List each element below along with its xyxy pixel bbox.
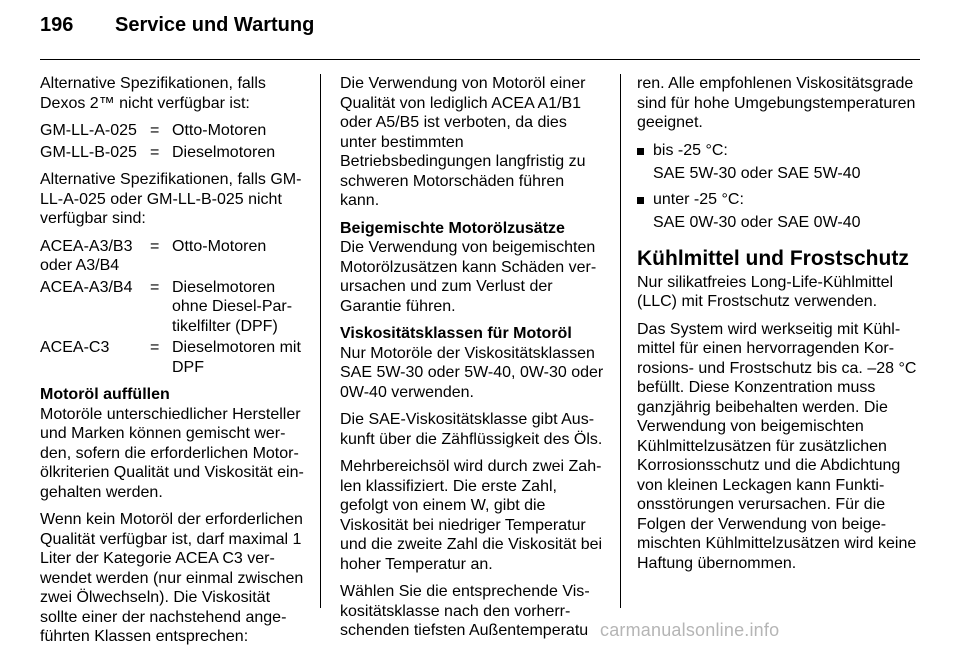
section-heading: Kühlmittel und Frostschutz xyxy=(637,246,909,270)
column-1 xyxy=(40,74,310,655)
column-3 xyxy=(637,74,922,581)
spec-key: ACEA-A3/B3 oder A3/B4 xyxy=(40,237,133,274)
paragraph: Das System wird werkseitig mit Kühlmittel für einen hervorragenden Korrosions- und Frostschutz bis ca. –28 °C befüllt. Diese Konzentration muss ganzjährig beibehalten werden. Die Verwendung von beigemischten Kühlmittelzusätzen für zusätzlichen Korrosionsschutz und die Abdichtung von kleinen Leckagen kann Funktionsstörungen verursachen. Für die Folgen der Verwendung von beigemischten Kühlmittelzusätzen wird keine Haftung übernommen. xyxy=(637,320,917,572)
spec-row xyxy=(40,338,310,377)
spec-value: Dieselmotoren mit DPF xyxy=(172,339,301,376)
paragraph: Die SAE-Viskositätsklasse gibt Auskunft über die Zähflüssigkeit des Öls. xyxy=(340,411,603,448)
paragraph: Alternative Spezifikationen, falls GM-LL-A-025 oder GM-LL-B-025 nicht verfügbar sind: xyxy=(40,171,302,227)
section-subheading: Viskositätsklassen für Motoröl xyxy=(340,325,572,342)
bullet-item xyxy=(637,141,922,161)
spec-eq: = xyxy=(150,122,160,139)
page-header xyxy=(40,14,920,54)
spec-table-1 xyxy=(40,121,310,162)
bullet-label: bis -25 °C: xyxy=(653,141,728,159)
bullet-label: unter -25 °C: xyxy=(653,190,744,208)
bullet-square-icon xyxy=(637,148,644,155)
spec-key: GM-LL-B-025 xyxy=(40,143,137,161)
spec-key: GM-LL-A-025 xyxy=(40,122,137,139)
spec-eq: = xyxy=(150,143,160,161)
spec-row xyxy=(40,278,310,337)
section-subheading: Beigemischte Motorölzusätze xyxy=(340,219,565,237)
bullet-value: SAE 0W-30 oder SAE 0W-40 xyxy=(653,214,861,231)
spec-key: ACEA-A3/B4 xyxy=(40,278,133,296)
spec-eq: = xyxy=(150,237,160,255)
paragraph: Die Verwendung von beigemischten Motorölzusätzen kann Schäden verursachen und zum Verlust der Garantie führen. xyxy=(340,239,597,315)
spec-value: Otto-Motoren xyxy=(172,237,267,255)
paragraph: Motoröle unterschiedlicher Hersteller und Marken können gemischt werden, sofern die erforderlichen Motorölkriterien Qualität und Viskosität eingehalten werden. xyxy=(40,405,304,501)
paragraph: Nur Motoröle der Viskositätsklassen SAE 5W-30 oder 5W-40, 0W-30 oder 0W-40 verwenden. xyxy=(340,344,604,401)
chapter-title: Service und Wartung xyxy=(115,14,315,36)
header-rule xyxy=(40,59,920,60)
page-number: 196 xyxy=(40,14,74,36)
spec-eq: = xyxy=(150,339,160,356)
spec-row xyxy=(40,143,310,163)
paragraph: ren. Alle empfohlenen Viskositätsgrade sind für hohe Umgebungstemperaturen geeignet. xyxy=(637,75,916,131)
column-divider xyxy=(320,74,321,608)
watermark-text: carmanualsonline.info xyxy=(600,620,780,640)
spec-key: ACEA-C3 xyxy=(40,339,110,356)
spec-eq: = xyxy=(150,278,160,296)
column-divider xyxy=(620,74,621,608)
paragraph: Alternative Spezifikationen, falls Dexos 2™ nicht verfügbar ist: xyxy=(40,75,266,112)
bullet-item xyxy=(637,190,922,210)
column-2 xyxy=(340,74,605,649)
paragraph: Mehrbereichsöl wird durch zwei Zahlen klassifiziert. Die erste Zahl, gefolgt von einem W, gibt die Viskosität bei niedriger Temperatur und die zweite Zahl die Viskosität bei hoher Temperatur an. xyxy=(340,458,603,573)
section-subheading: Motoröl auffüllen xyxy=(40,386,170,403)
spec-value: Otto-Motoren xyxy=(172,122,267,139)
spec-row xyxy=(40,237,310,276)
spec-row xyxy=(40,121,310,141)
bullet-value: SAE 5W-30 oder SAE 5W-40 xyxy=(653,165,861,182)
bullet-square-icon xyxy=(637,197,644,204)
spec-value: Dieselmotoren ohne Diesel-Partikelfilter (DPF) xyxy=(172,278,293,335)
paragraph: Nur silikatfreies Long-Life-Kühlmittel (LLC) mit Frostschutz verwenden. xyxy=(637,273,894,310)
spec-value: Dieselmotoren xyxy=(172,143,276,161)
paragraph: Wählen Sie die entsprechende Viskositätsklasse nach den vorherrschenden tiefsten Außentemperatu xyxy=(340,583,590,639)
paragraph: Wenn kein Motoröl der erforderlichen Qualität verfügbar ist, darf maximal 1 Liter der Kategorie ACEA C3 verwendet werden (nur einmal zwischen zwei Ölwechseln). Die Viskosität sollte einer der nachstehend angeführten Klassen entsprechen: xyxy=(40,511,304,645)
spec-table-2 xyxy=(40,237,310,378)
paragraph: Die Verwendung von Motoröl einer Qualität von lediglich ACEA A1/B1 oder A5/B5 ist verboten, da dies unter bestimmten Betriebsbedingungen langfristig zu schweren Motorschäden führen kann. xyxy=(340,75,586,209)
